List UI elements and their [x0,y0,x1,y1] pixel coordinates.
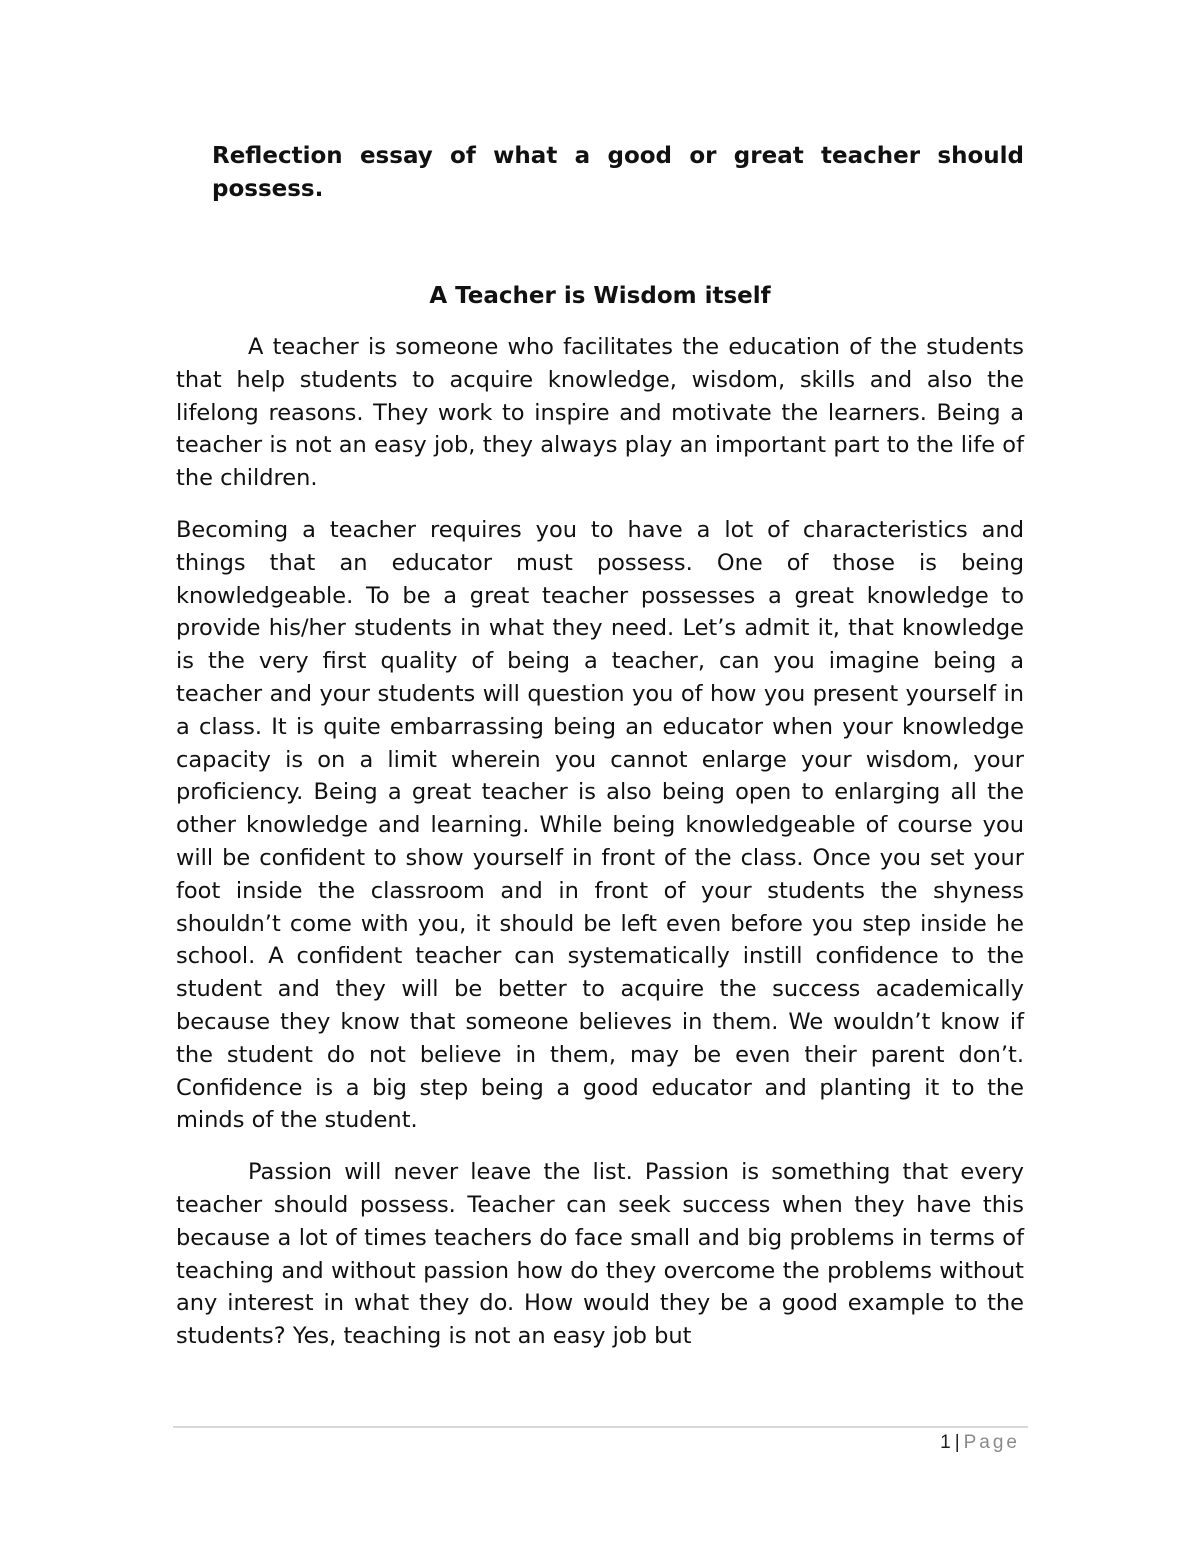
paragraph-1: A teacher is someone who facilitates the education of the students that help students to acquire knowledge, wisdom, skills and also the lifelong reasons. They work to inspire and motivate the learners. Being a teacher is not an easy job, they always play an important part to the life of the children. [176,334,1024,492]
essay-body [176,331,1024,1353]
page-label: Page [963,1432,1020,1453]
footer-separator: | [954,1432,960,1453]
page-footer [940,1432,1020,1454]
paragraph-3: Passion will never leave the list. Passion is something that every teacher should possess. Teacher can seek success when they have this because a lot of times teachers do face small and big problems in terms of teaching and without passion how do they overcome the problems without any interest in what they do. How would they be a good example to the students? Yes, teaching is not an easy job but [176,1159,1024,1350]
page-number: 1 [940,1432,951,1453]
footer-divider [173,1426,1028,1428]
essay-heading: A Teacher is Wisdom itself [429,283,771,309]
essay-title: Reflection essay of what a good or great teacher should possess. [212,143,1024,202]
paragraph-2: Becoming a teacher requires you to have a lot of characteristics and things that an educator must possess. One of those is being knowledgeable. To be a great teacher possesses a great knowledge to provide his/her students in what they need. Let’s admit it, that knowledge is the very first quality of being a teacher, can you imagine being a teacher and your students will question you of how you present yourself in a class. It is quite embarrassing being an educator when your knowledge capacity is on a limit wherein you cannot enlarge your wisdom, your proficiency. Being a great teacher is also being open to enlarging all the other knowledge and learning. While being knowledgeable of course you will be confident to show yourself in front of the class. Once you set your foot inside the classroom and in front of your students the shyness shouldn’t come with you, it should be left even before you step inside he school. A confident teacher can systematically instill confidence to the student and they will be better to acquire the success academically because they know that someone believes in them. We wouldn’t know if the student do not believe in them, may be even their parent don’t. Confidence is a big step being a good educator and planting it to the minds of the student. [176,516,1024,1134]
